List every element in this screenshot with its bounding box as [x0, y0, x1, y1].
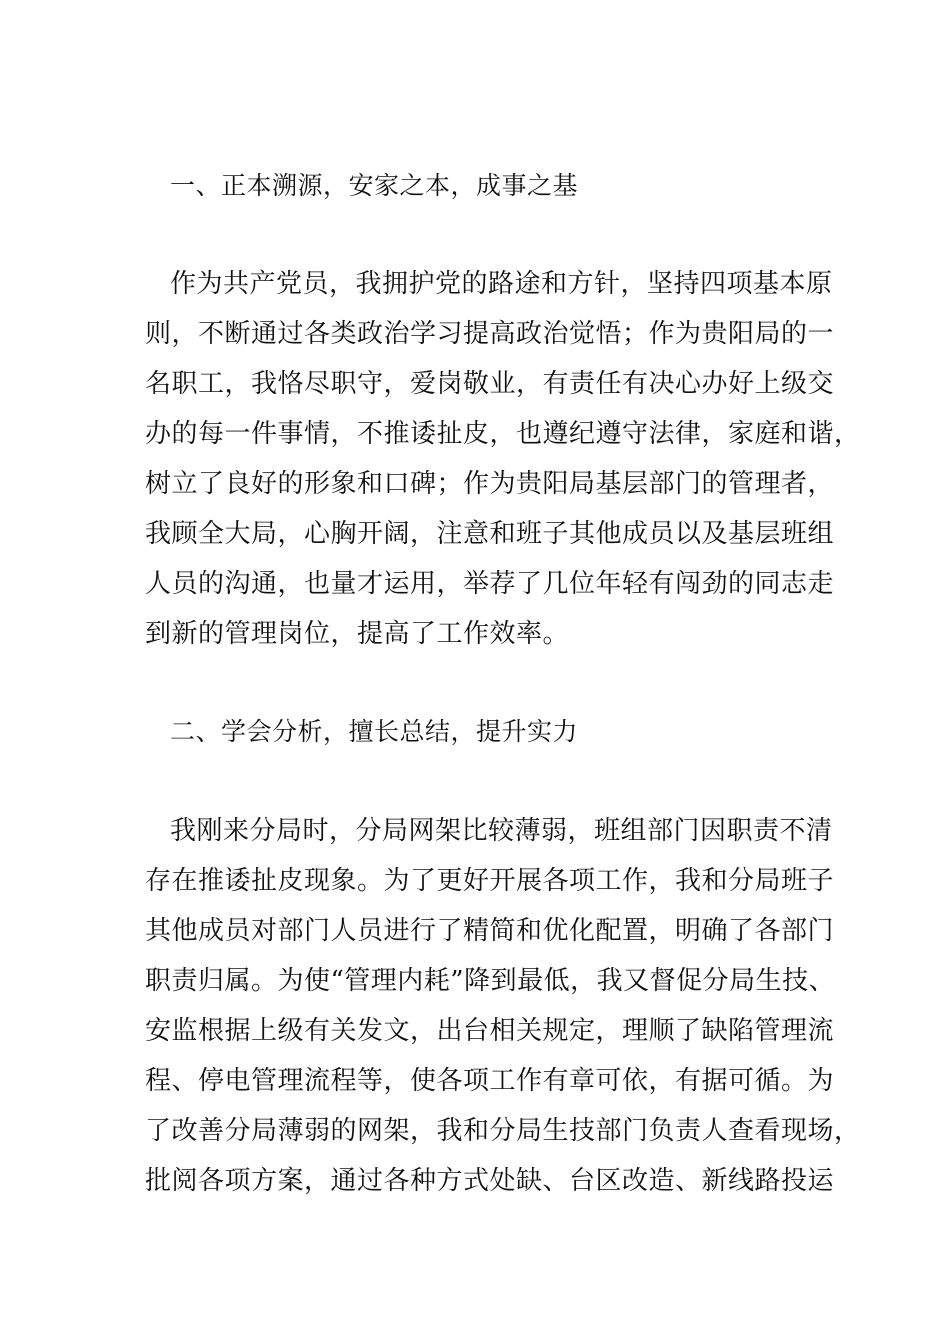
- paragraph-2-line-3: 其他成员对部门人员进行了精简和优化配置，明确了各部门: [145, 916, 835, 946]
- paragraph-2-line-8: 批阅各项方案，通过各种方式处缺、台区改造、新线路投运: [145, 1166, 835, 1196]
- paragraph-1-line-1: 作为共产党员，我拥护党的路途和方针，坚持四项基本原: [170, 269, 833, 299]
- paragraph-1-line-3: 名职工，我恪尽职守，爱岗敬业，有责任有决心办好上级交: [145, 369, 835, 399]
- paragraph-1-line-6: 我顾全大局，心胸开阔，注意和班子其他成员以及基层班组: [145, 519, 835, 549]
- paragraph-2-line-1: 我刚来分局时，分局网架比较薄弱，班组部门因职责不清: [170, 816, 833, 846]
- paragraph-2-line-2: 存在推诿扯皮现象。为了更好开展各项工作，我和分局班子: [145, 866, 835, 896]
- section-1-heading: 一、正本溯源，安家之本，成事之基: [170, 171, 579, 200]
- paragraph-1-line-5: 树立了良好的形象和口碑；作为贵阳局基层部门的管理者，: [145, 469, 835, 499]
- paragraph-2-line-4: 职责归属。为使“管理内耗”降到最低，我又督促分局生技、: [145, 966, 836, 996]
- paragraph-2-line-7: 了改善分局薄弱的网架，我和分局生技部门负责人查看现场，: [145, 1116, 861, 1146]
- section-2-heading: 二、学会分析，擅长总结，提升实力: [170, 717, 579, 746]
- paragraph-1-line-7: 人员的沟通，也量才运用，举荐了几位年轻有闯劲的同志走: [145, 569, 835, 599]
- paragraph-1-line-2: 则，不断通过各类政治学习提高政治觉悟；作为贵阳局的一: [145, 319, 835, 349]
- paragraph-1-line-8: 到新的管理岗位，提高了工作效率。: [145, 619, 570, 649]
- paragraph-2-line-6: 程、停电管理流程等，使各项工作有章可依，有据可循。为: [145, 1066, 835, 1096]
- paragraph-1-line-4: 办的每一件事情，不推诿扯皮，也遵纪遵守法律，家庭和谐，: [145, 419, 861, 449]
- paragraph-2-line-5: 安监根据上级有关发文，出台相关规定，理顺了缺陷管理流: [145, 1016, 835, 1046]
